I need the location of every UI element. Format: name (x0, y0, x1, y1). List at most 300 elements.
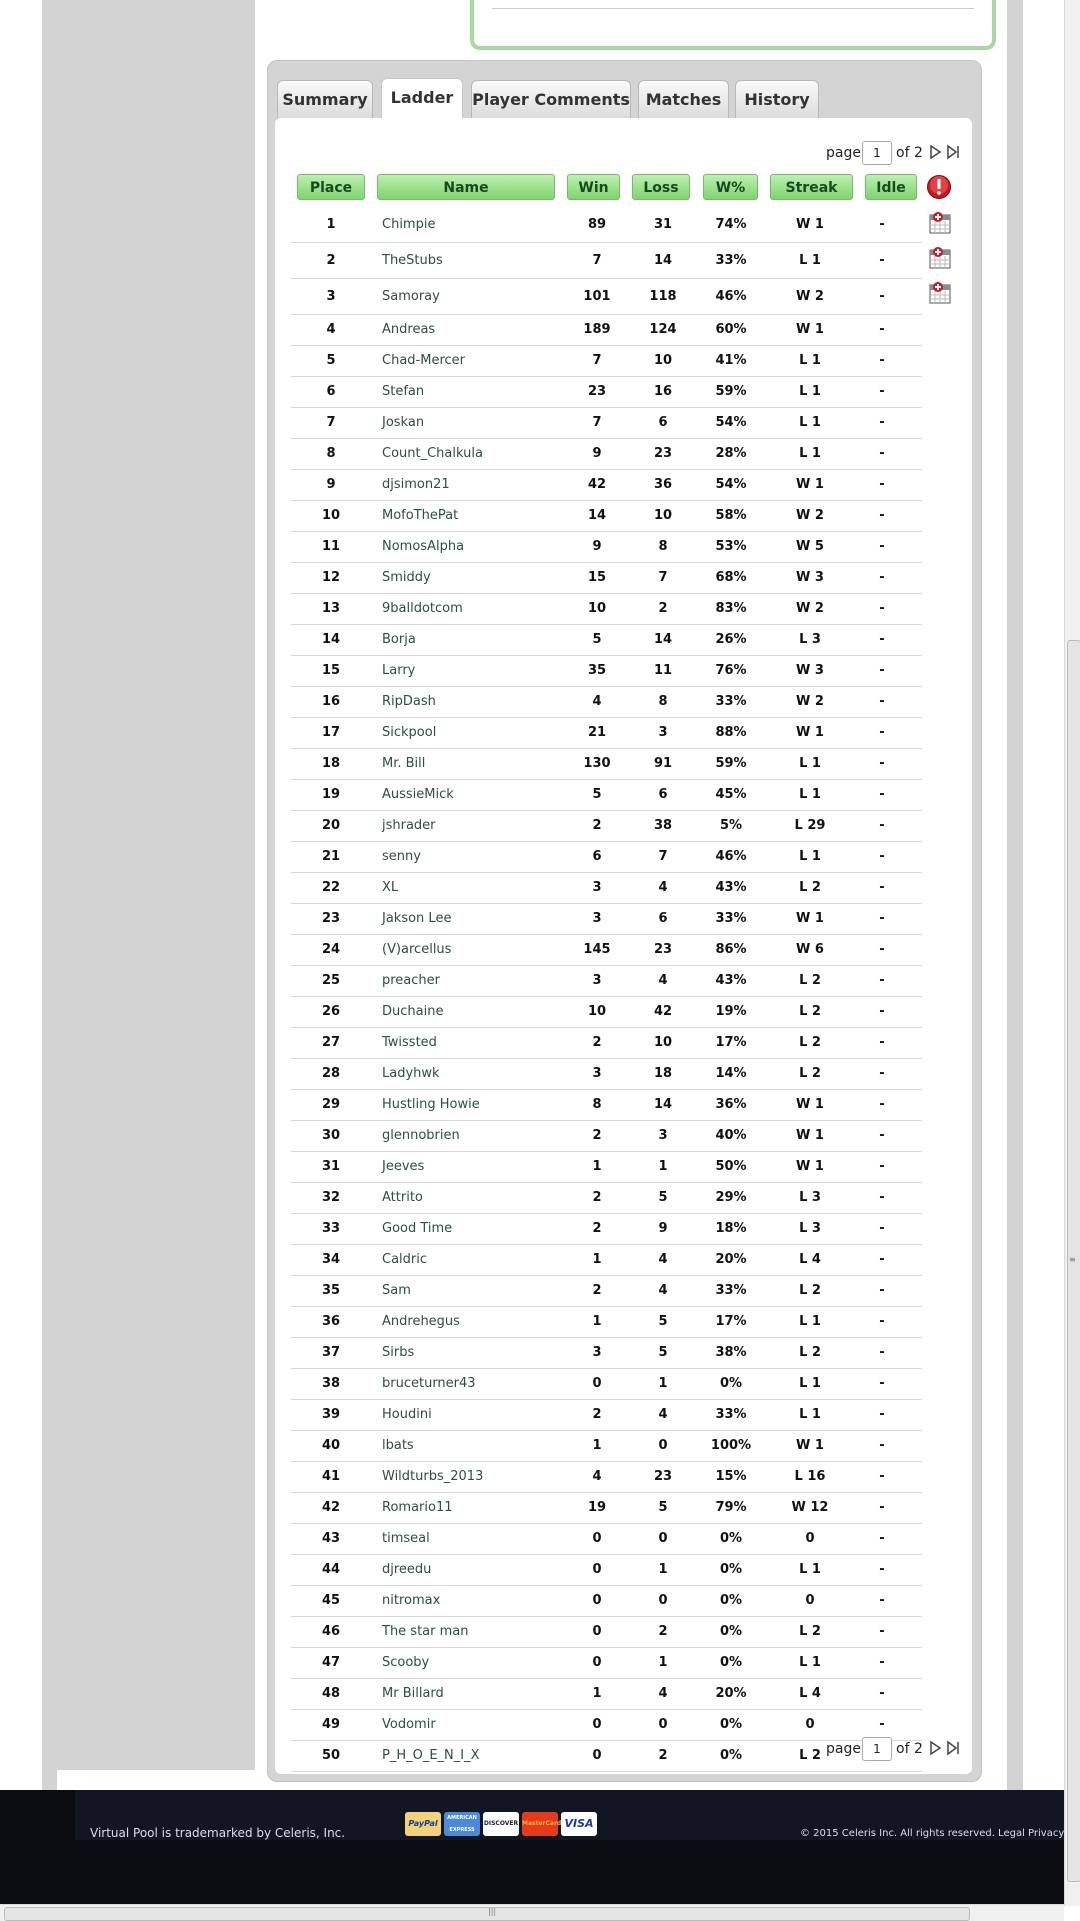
table-row (291, 1059, 922, 1090)
cell-wp: 5% (719, 818, 743, 833)
cell-loss: 3 (658, 725, 668, 740)
cell-name[interactable]: glennobrien (382, 1128, 460, 1143)
cell-wp: 79% (715, 1500, 747, 1515)
cell-idle: - (879, 477, 885, 492)
cell-wp: 76% (715, 663, 747, 678)
cell-streak: W 1 (796, 217, 824, 232)
table-row (291, 1679, 922, 1710)
cell-win: 2 (592, 1128, 602, 1143)
cell-loss: 7 (658, 849, 668, 864)
cell-idle: - (879, 1345, 885, 1360)
cell-idle: - (879, 1717, 885, 1732)
cell-place: 36 (321, 1314, 341, 1329)
col-header-loss[interactable]: Loss (632, 174, 690, 200)
cell-loss: 23 (653, 446, 673, 461)
table-row (291, 1617, 922, 1648)
col-header-name[interactable]: Name (377, 174, 555, 200)
cell-idle: - (879, 756, 885, 771)
cell-streak: L 3 (799, 1190, 821, 1205)
cell-win: 7 (592, 253, 602, 268)
cell-streak: L 1 (799, 446, 821, 461)
cell-name[interactable]: timseal (382, 1531, 430, 1546)
cell-streak: L 4 (799, 1252, 821, 1267)
cell-wp: 17% (715, 1035, 747, 1050)
cell-idle: - (879, 1190, 885, 1205)
cell-place: 11 (321, 539, 341, 554)
cell-loss: 23 (653, 1469, 673, 1484)
cell-wp: 54% (715, 477, 747, 492)
cell-name[interactable]: Chimpie (382, 217, 436, 232)
cell-streak: L 3 (799, 632, 821, 647)
cell-idle: - (879, 1438, 885, 1453)
cell-place: 38 (321, 1376, 341, 1391)
pager-label: page (826, 1741, 861, 1757)
page-input[interactable]: 1 (862, 1737, 892, 1761)
cell-wp: 0% (719, 1562, 743, 1577)
table-row (291, 687, 922, 718)
cell-streak: W 5 (796, 539, 824, 554)
cell-name[interactable]: RipDash (382, 694, 436, 709)
cell-place: 14 (321, 632, 341, 647)
cell-name[interactable]: bruceturner43 (382, 1376, 476, 1391)
cell-name[interactable]: Sickpool (382, 725, 437, 740)
cell-place: 25 (321, 973, 341, 988)
cell-name[interactable]: Good Time (382, 1221, 453, 1236)
table-row (291, 966, 922, 997)
pager-label: page (826, 145, 861, 161)
cell-name[interactable]: Ladyhwk (382, 1066, 440, 1081)
cell-idle: - (879, 1035, 885, 1050)
col-header-place[interactable]: Place (297, 174, 365, 200)
cell-loss: 10 (653, 353, 673, 368)
table-row (291, 1307, 922, 1338)
cell-place: 49 (321, 1717, 341, 1732)
col-header-win-percent[interactable]: W% (703, 174, 758, 200)
cell-win: 3 (592, 880, 602, 895)
cell-win: 0 (592, 1562, 602, 1577)
cell-streak: 0 (805, 1531, 815, 1546)
cell-wp: 29% (715, 1190, 747, 1205)
cell-name[interactable]: Andreas (382, 322, 436, 337)
cell-place: 33 (321, 1221, 341, 1236)
cell-streak: L 1 (799, 1655, 821, 1670)
cell-streak: L 2 (799, 1345, 821, 1360)
table-row (291, 563, 922, 594)
cell-name[interactable]: Houdini (382, 1407, 432, 1422)
table-row (291, 346, 922, 377)
table-row (291, 315, 922, 346)
calendar-challenge-icon[interactable] (928, 246, 952, 270)
cell-loss: 5 (658, 1345, 668, 1360)
pager-top (826, 141, 961, 165)
cell-name[interactable]: Stefan (382, 384, 425, 399)
cell-place: 16 (321, 694, 341, 709)
cell-wp: 68% (715, 570, 747, 585)
table-row (291, 656, 922, 687)
cell-win: 9 (592, 446, 602, 461)
cell-name[interactable]: NomosAlpha (382, 539, 465, 554)
cell-win: 0 (592, 1531, 602, 1546)
cell-loss: 1 (658, 1562, 668, 1577)
cell-place: 8 (326, 446, 336, 461)
table-row (291, 279, 922, 315)
cell-streak: L 1 (799, 415, 821, 430)
cell-name[interactable]: senny (382, 849, 421, 864)
next-page-icon[interactable] (928, 144, 942, 160)
cell-win: 145 (583, 942, 611, 957)
cell-loss: 6 (658, 787, 668, 802)
cell-win: 21 (587, 725, 607, 740)
cell-streak: W 2 (796, 694, 824, 709)
table-row (291, 749, 922, 780)
next-page-icon[interactable] (928, 1740, 942, 1756)
vertical-scrollbar[interactable] (1064, 0, 1080, 1906)
cell-name[interactable]: TheStubs (382, 253, 443, 268)
cell-win: 7 (592, 353, 602, 368)
cell-idle: - (879, 880, 885, 895)
cell-win: 0 (592, 1717, 602, 1732)
cell-idle: - (879, 725, 885, 740)
cell-win: 6 (592, 849, 602, 864)
cell-name[interactable]: nitromax (382, 1593, 441, 1608)
cell-streak: L 2 (799, 1624, 821, 1639)
cell-wp: 83% (715, 601, 747, 616)
cell-streak: L 3 (799, 1221, 821, 1236)
cell-name[interactable]: Mr. Bill (382, 756, 426, 771)
cell-win: 2 (592, 1190, 602, 1205)
cell-name[interactable]: The star man (382, 1624, 469, 1639)
table-row (291, 377, 922, 408)
table-row (291, 1028, 922, 1059)
cell-streak: L 1 (799, 1562, 821, 1577)
tab-history[interactable]: History (735, 80, 819, 118)
cell-win: 14 (587, 508, 607, 523)
cell-streak: L 16 (794, 1469, 826, 1484)
cell-loss: 14 (653, 632, 673, 647)
table-row (291, 408, 922, 439)
cell-streak: L 4 (799, 1686, 821, 1701)
cell-streak: L 2 (799, 1066, 821, 1081)
table-row (291, 1586, 922, 1617)
cell-win: 1 (592, 1159, 602, 1174)
cell-idle: - (879, 384, 885, 399)
cell-wp: 45% (715, 787, 747, 802)
table-row (291, 1524, 922, 1555)
cell-place: 18 (321, 756, 341, 771)
cell-idle: - (879, 1128, 885, 1143)
cell-name[interactable]: djsimon21 (382, 477, 450, 492)
cell-place: 34 (321, 1252, 341, 1267)
cell-streak: W 1 (796, 1097, 824, 1112)
cell-name[interactable]: Mr Billard (382, 1686, 444, 1701)
cell-wp: 0% (719, 1376, 743, 1391)
cell-streak: W 12 (791, 1500, 829, 1515)
cell-name[interactable]: Vodomir (382, 1717, 436, 1732)
cell-name[interactable]: Jeeves (382, 1159, 425, 1174)
cell-name[interactable]: Joskan (382, 415, 425, 430)
cell-win: 2 (592, 1221, 602, 1236)
cell-name[interactable]: Borja (382, 632, 416, 647)
cell-win: 5 (592, 632, 602, 647)
cell-name[interactable]: XL (382, 880, 399, 895)
cell-streak: W 1 (796, 1128, 824, 1143)
cell-win: 0 (592, 1655, 602, 1670)
cell-name[interactable]: Sirbs (382, 1345, 415, 1360)
cell-loss: 4 (658, 1407, 668, 1422)
cell-streak: L 2 (799, 1035, 821, 1050)
cell-win: 19 (587, 1500, 607, 1515)
cell-wp: 0% (719, 1717, 743, 1732)
col-header-streak[interactable]: Streak (770, 174, 853, 200)
cell-streak: L 1 (799, 787, 821, 802)
table-row (291, 1462, 922, 1493)
cell-wp: 19% (715, 1004, 747, 1019)
cell-streak: L 2 (799, 1748, 821, 1763)
cell-idle: - (879, 415, 885, 430)
cell-name[interactable]: preacher (382, 973, 441, 988)
cell-idle: - (879, 601, 885, 616)
alert-icon (926, 174, 952, 200)
table-row (291, 243, 922, 279)
ladder-table (291, 207, 922, 1772)
cell-wp: 20% (715, 1252, 747, 1267)
cell-name[interactable]: Count_Chalkula (382, 446, 483, 461)
cell-place: 21 (321, 849, 341, 864)
cell-streak: W 1 (796, 477, 824, 492)
pager-total: of 2 (896, 145, 923, 161)
divider (492, 8, 974, 9)
cell-win: 5 (592, 787, 602, 802)
cell-win: 3 (592, 1345, 602, 1360)
cell-win: 8 (592, 1097, 602, 1112)
cell-wp: 33% (715, 253, 747, 268)
cell-place: 3 (326, 289, 336, 304)
cell-wp: 0% (719, 1748, 743, 1763)
cell-idle: - (879, 1500, 885, 1515)
cell-place: 41 (321, 1469, 341, 1484)
tab-summary[interactable]: Summary (277, 80, 373, 118)
grip-icon: ≡ (1069, 1255, 1076, 1264)
cell-win: 0 (592, 1593, 602, 1608)
table-row (291, 1183, 922, 1214)
cell-win: 10 (587, 601, 607, 616)
cell-loss: 23 (653, 942, 673, 957)
cell-streak: L 2 (799, 1004, 821, 1019)
cell-name[interactable]: AussieMick (382, 787, 454, 802)
cell-name[interactable]: Caldric (382, 1252, 428, 1267)
visa-logo: VISA (561, 1812, 597, 1836)
cell-wp: 33% (715, 694, 747, 709)
cell-loss: 14 (653, 1097, 673, 1112)
amex-logo: AMERICAN EXPRESS (444, 1812, 480, 1836)
cell-idle: - (879, 446, 885, 461)
cell-win: 4 (592, 1469, 602, 1484)
cell-name[interactable]: Samoray (382, 289, 440, 304)
cell-name[interactable]: (V)arcellus (382, 942, 452, 957)
cell-loss: 8 (658, 694, 668, 709)
cell-loss: 4 (658, 1686, 668, 1701)
cell-wp: 100% (710, 1438, 752, 1453)
cell-loss: 0 (658, 1531, 668, 1546)
cell-loss: 2 (658, 1748, 668, 1763)
cell-loss: 2 (658, 601, 668, 616)
cell-name[interactable]: Chad-Mercer (382, 353, 465, 368)
calendar-challenge-icon[interactable] (928, 211, 952, 235)
grip-icon: ||| (488, 1907, 497, 1916)
cell-name[interactable]: Romario11 (382, 1500, 453, 1515)
table-row (291, 842, 922, 873)
cell-wp: 0% (719, 1531, 743, 1546)
cell-loss: 2 (658, 1624, 668, 1639)
cell-win: 189 (583, 322, 611, 337)
table-row (291, 1648, 922, 1679)
cell-streak: 0 (805, 1717, 815, 1732)
cell-streak: L 1 (799, 253, 821, 268)
cell-wp: 0% (719, 1624, 743, 1639)
cell-streak: W 3 (796, 663, 824, 678)
discover-logo: DISCOVER (483, 1812, 519, 1836)
cell-win: 2 (592, 1035, 602, 1050)
cell-name[interactable]: jshrader (382, 818, 436, 833)
cell-wp: 0% (719, 1655, 743, 1670)
cell-place: 39 (321, 1407, 341, 1422)
cell-loss: 1 (658, 1159, 668, 1174)
right-gutter (1007, 0, 1023, 1790)
cell-name[interactable]: Jakson Lee (382, 911, 452, 926)
table-row (291, 1431, 922, 1462)
cell-idle: - (879, 1314, 885, 1329)
cell-name[interactable]: Smiddy (382, 570, 431, 585)
cell-loss: 0 (658, 1438, 668, 1453)
cell-loss: 11 (653, 663, 673, 678)
cell-win: 89 (587, 217, 607, 232)
cell-place: 26 (321, 1004, 341, 1019)
cell-place: 32 (321, 1190, 341, 1205)
tab-matches[interactable]: Matches (638, 80, 729, 118)
table-row (291, 439, 922, 470)
cell-place: 5 (326, 353, 336, 368)
cell-idle: - (879, 1562, 885, 1577)
cell-streak: L 1 (799, 353, 821, 368)
last-page-icon[interactable] (946, 1740, 960, 1756)
cell-win: 2 (592, 818, 602, 833)
cell-loss: 6 (658, 415, 668, 430)
cell-name[interactable]: Andrehegus (382, 1314, 460, 1329)
cell-name[interactable]: lbats (382, 1438, 414, 1453)
cell-name[interactable]: Attrito (382, 1190, 423, 1205)
cell-streak: W 1 (796, 1438, 824, 1453)
cell-idle: - (879, 911, 885, 926)
cell-wp: 14% (715, 1066, 747, 1081)
cell-name[interactable]: P_H_O_E_N_I_X (382, 1748, 480, 1763)
col-header-win[interactable]: Win (567, 174, 620, 200)
cell-place: 30 (321, 1128, 341, 1143)
cell-place: 45 (321, 1593, 341, 1608)
cell-place: 43 (321, 1531, 341, 1546)
cell-name[interactable]: MofoThePat (382, 508, 459, 523)
tab-player-comments[interactable]: Player Comments (471, 80, 631, 118)
last-page-icon[interactable] (946, 144, 960, 160)
table-row (291, 718, 922, 749)
cell-idle: - (879, 353, 885, 368)
table-row (291, 1369, 922, 1400)
cell-wp: 46% (715, 849, 747, 864)
cell-loss: 0 (658, 1717, 668, 1732)
cell-loss: 36 (653, 477, 673, 492)
cell-place: 31 (321, 1159, 341, 1174)
cell-wp: 43% (715, 880, 747, 895)
table-row (291, 811, 922, 842)
cell-name[interactable]: Scooby (382, 1655, 430, 1670)
table-row (291, 780, 922, 811)
cell-name[interactable]: 9balldotcom (382, 601, 463, 616)
cell-place: 37 (321, 1345, 341, 1360)
left-gutter (42, 0, 255, 1790)
cell-win: 42 (587, 477, 607, 492)
table-row (291, 1121, 922, 1152)
cell-streak: L 1 (799, 849, 821, 864)
cell-place: 40 (321, 1438, 341, 1453)
pager-bottom (826, 1737, 961, 1761)
cell-place: 28 (321, 1066, 341, 1081)
cell-place: 42 (321, 1500, 341, 1515)
cell-place: 19 (321, 787, 341, 802)
table-row (291, 470, 922, 501)
cell-idle: - (879, 1593, 885, 1608)
cell-place: 6 (326, 384, 336, 399)
cell-wp: 33% (715, 1283, 747, 1298)
cell-wp: 33% (715, 911, 747, 926)
cell-wp: 0% (719, 1593, 743, 1608)
cell-wp: 43% (715, 973, 747, 988)
cell-place: 47 (321, 1655, 341, 1670)
cell-name[interactable]: Hustling Howie (382, 1097, 480, 1112)
cell-name[interactable]: Twissted (382, 1035, 437, 1050)
cell-wp: 50% (715, 1159, 747, 1174)
cell-loss: 4 (658, 1252, 668, 1267)
cell-idle: - (879, 787, 885, 802)
calendar-challenge-icon[interactable] (928, 281, 952, 305)
cell-wp: 74% (715, 217, 747, 232)
cell-name[interactable]: Wildturbs_2013 (382, 1469, 484, 1484)
cell-place: 10 (321, 508, 341, 523)
table-row (291, 1090, 922, 1121)
trademark-text: Virtual Pool is trademarked by Celeris, Inc. (90, 1826, 346, 1840)
cell-place: 22 (321, 880, 341, 895)
cell-place: 15 (321, 663, 341, 678)
cell-name[interactable]: djreedu (382, 1562, 432, 1577)
cell-wp: 58% (715, 508, 747, 523)
tab-ladder[interactable]: Ladder (381, 78, 463, 120)
col-header-idle[interactable]: Idle (865, 174, 917, 200)
cell-idle: - (879, 849, 885, 864)
cell-streak: L 1 (799, 384, 821, 399)
top-panel-remnant (470, 0, 996, 50)
cell-name[interactable]: Duchaine (382, 1004, 444, 1019)
cell-name[interactable]: Sam (382, 1283, 411, 1298)
page-input[interactable]: 1 (862, 141, 892, 165)
cell-name[interactable]: Larry (382, 663, 416, 678)
cell-win: 1 (592, 1314, 602, 1329)
cell-wp: 18% (715, 1221, 747, 1236)
horizontal-scrollbar[interactable] (0, 1904, 1064, 1921)
horizontal-scroll-thumb[interactable] (4, 1907, 970, 1921)
table-row (291, 532, 922, 563)
cell-place: 48 (321, 1686, 341, 1701)
cell-wp: 28% (715, 446, 747, 461)
cell-loss: 7 (658, 570, 668, 585)
cell-loss: 8 (658, 539, 668, 554)
